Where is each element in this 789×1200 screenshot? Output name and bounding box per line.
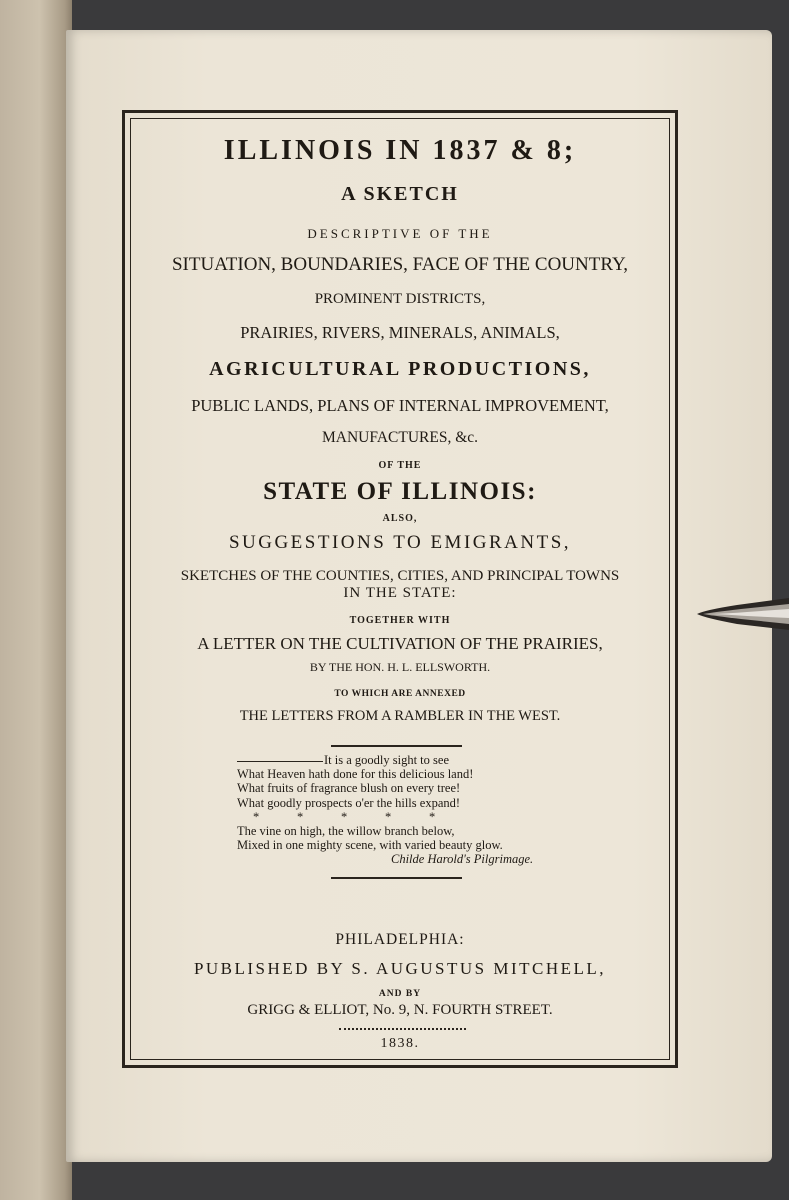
epigraph-bottom-rule xyxy=(331,877,462,879)
imprint-dotted-rule xyxy=(339,1028,466,1030)
imprint-copublisher: GRIGG & ELLIOT, No. 9, N. FOURTH STREET. xyxy=(247,1002,553,1018)
together-with-line: TOGETHER WITH xyxy=(349,615,451,626)
epigraph-top-rule xyxy=(331,745,462,747)
epigraph-line: The vine on high, the willow branch below, xyxy=(237,824,455,839)
book-subtitle: A SKETCH xyxy=(341,183,459,205)
state-heading: STATE OF ILLINOIS: xyxy=(263,478,537,505)
epigraph-line: Mixed in one mighty scene, with varied beauty glow. xyxy=(237,838,503,853)
title-page-inner-border xyxy=(130,118,670,1060)
epigraph-line: What fruits of fragrance blush on every tree! xyxy=(237,781,461,796)
author-line: BY THE HON. H. L. ELLSWORTH. xyxy=(309,660,491,674)
facing-page-edge xyxy=(0,0,72,1200)
imprint-year: 1838. xyxy=(380,1036,420,1051)
book-title: ILLINOIS IN 1837 & 8; xyxy=(223,135,577,166)
imprint-city: PHILADELPHIA: xyxy=(335,931,465,948)
epigraph-attribution: Childe Harold's Pilgrimage. xyxy=(391,852,534,867)
letter-line: A LETTER ON THE CULTIVATION OF THE PRAIRIES, xyxy=(197,634,603,653)
annexed-line: TO WHICH ARE ANNEXED xyxy=(334,689,466,699)
epigraph-ellipsis-stars: * * * * * xyxy=(253,809,436,824)
title-page-border xyxy=(122,110,678,1068)
suggestions-line: SUGGESTIONS TO EMIGRANTS, xyxy=(228,532,572,553)
descriptive-line: DESCRIPTIVE OF THE xyxy=(307,226,493,241)
imprint-and-by: AND BY xyxy=(378,989,422,999)
sketches-line: SKETCHES OF THE COUNTIES, CITIES, AND PRINCIPAL TOWNS xyxy=(180,568,620,584)
epigraph-line: What goodly prospects o'er the hills expand! xyxy=(237,795,461,810)
also-line: ALSO, xyxy=(382,513,418,524)
rambler-line: THE LETTERS FROM A RAMBLER IN THE WEST. xyxy=(239,708,561,724)
prairies-line: PRAIRIES, RIVERS, MINERALS, ANIMALS, xyxy=(240,323,560,342)
epigraph-line: What Heaven hath done for this delicious land! xyxy=(237,767,474,782)
public-lands-line: PUBLIC LANDS, PLANS OF INTERNAL IMPROVEMENT, xyxy=(191,396,609,415)
page-holder-clip xyxy=(697,596,789,632)
in-the-state-line: IN THE STATE: xyxy=(343,585,457,601)
epigraph-line: It is a goodly sight to see xyxy=(237,753,567,767)
epigraph xyxy=(237,753,567,867)
imprint-publisher: PUBLISHED BY S. AUGUSTUS MITCHELL, xyxy=(193,959,607,978)
title-page-content xyxy=(131,119,669,1059)
manufactures-line: MANUFACTURES, &c. xyxy=(321,429,478,446)
of-the-line: OF THE xyxy=(378,460,422,471)
prominent-districts-line: PROMINENT DISTRICTS, xyxy=(314,291,486,307)
agricultural-line: AGRICULTURAL PRODUCTIONS, xyxy=(209,358,591,380)
situation-line: SITUATION, BOUNDARIES, FACE OF THE COUNTRY, xyxy=(171,254,629,275)
epigraph-dash xyxy=(237,761,323,762)
